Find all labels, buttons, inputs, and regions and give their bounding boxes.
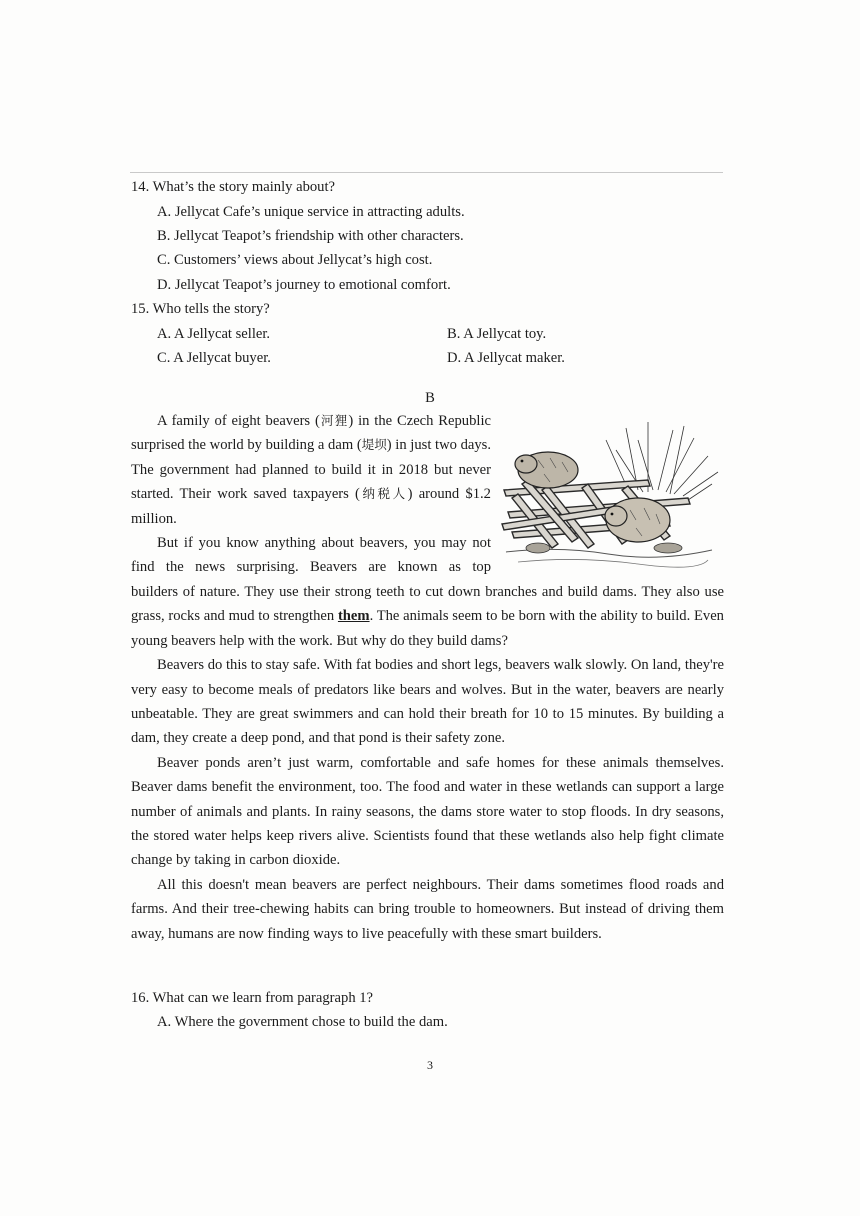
header-rule [130,172,723,173]
p1-text-1: A family of eight beavers ( [157,413,320,429]
passage-paragraph-3: Beavers do this to stay safe. With fat bodies and short legs, beavers walk slowly. On land, they're very easy to become meals of predators like bears and wolves. But in the water, beavers are nearly unbeatable. They are great swimmers and can hold their breath for 10 to 15 minutes. By building a dam, they create a deep pond, and that pond is their safety zone. [131,657,724,747]
section-label: B [425,390,435,406]
passage-paragraph-1 [131,409,491,580]
question-14-stem: 14. What’s the story mainly about? [131,179,336,195]
question-15-option-b: B. A Jellycat toy. [447,326,547,342]
p1-text-2: ) in the Czech Republic surprised the world by building a dam ( [131,413,491,454]
question-14-option-d: D. Jellycat Teapot’s journey to emotional comfort. [157,277,451,293]
question-14-option-c: C. Customers’ views about Jellycat’s high cost. [157,252,433,268]
p1-gloss-dam: 堤坝 [361,437,387,453]
question-15-option-c: C. A Jellycat buyer. [157,350,271,366]
question-16-option-a: A. Where the government chose to build the dam. [157,1014,448,1030]
question-15-stem: 15. Who tells the story? [131,301,270,317]
question-16-stem: 16. What can we learn from paragraph 1? [131,990,374,1006]
question-15-option-d: D. A Jellycat maker. [447,350,565,366]
underlined-word-them: them [337,608,370,625]
p2-text-b: builders of nature. They use their strong teeth to cut down branches and build dams. They also use grass, rocks and mud to strengthen [131,584,724,625]
question-14-option-a: A. Jellycat Cafe’s unique service in attracting adults. [157,204,465,220]
question-15-option-a: A. A Jellycat seller. [157,326,271,342]
page-number: 3 [427,1058,433,1072]
passage-body [131,580,724,946]
p1-gloss-beavers: 河狸 [319,413,349,428]
p1-text-4: ) around $1.2 million. [131,486,491,527]
passage-paragraph-4: Beaver ponds aren’t just warm, comfortable and safe homes for these animals themselves. Beaver dams benefit the environment, too. The food and water in these wetlands can support a large number of animals and plants. In rainy seasons, the dams store water to stop floods. In dry seasons, the stored water helps keep rivers alive. Scientists found that these wetlands also help fight climate change by taking in carbon dioxide. [131,754,724,869]
p2-text-c: . The animals seem to be born with the ability to build. Even young beavers help with the work. But why do they build dams? [131,608,724,649]
passage-paragraph-2-start: But if you know anything about beavers, you may not find the news surprising. Beavers are known as top [131,535,491,576]
beaver-dam-illustration [498,420,720,570]
p1-text-3: ) in just two days. The government had planned to build it in 2018 but never started. Their work saved taxpayers ( [131,437,491,503]
p1-gloss-taxpayers: 纳税人 [359,486,408,502]
question-14-option-b: B. Jellycat Teapot’s friendship with other characters. [157,228,464,244]
passage-paragraph-5: All this doesn't mean beavers are perfect neighbours. Their dams sometimes flood roads and farms. And their tree-chewing habits can bring trouble to homeowners. But instead of driving them away, humans are now finding ways to live peacefully with these smart builders. [131,876,724,942]
